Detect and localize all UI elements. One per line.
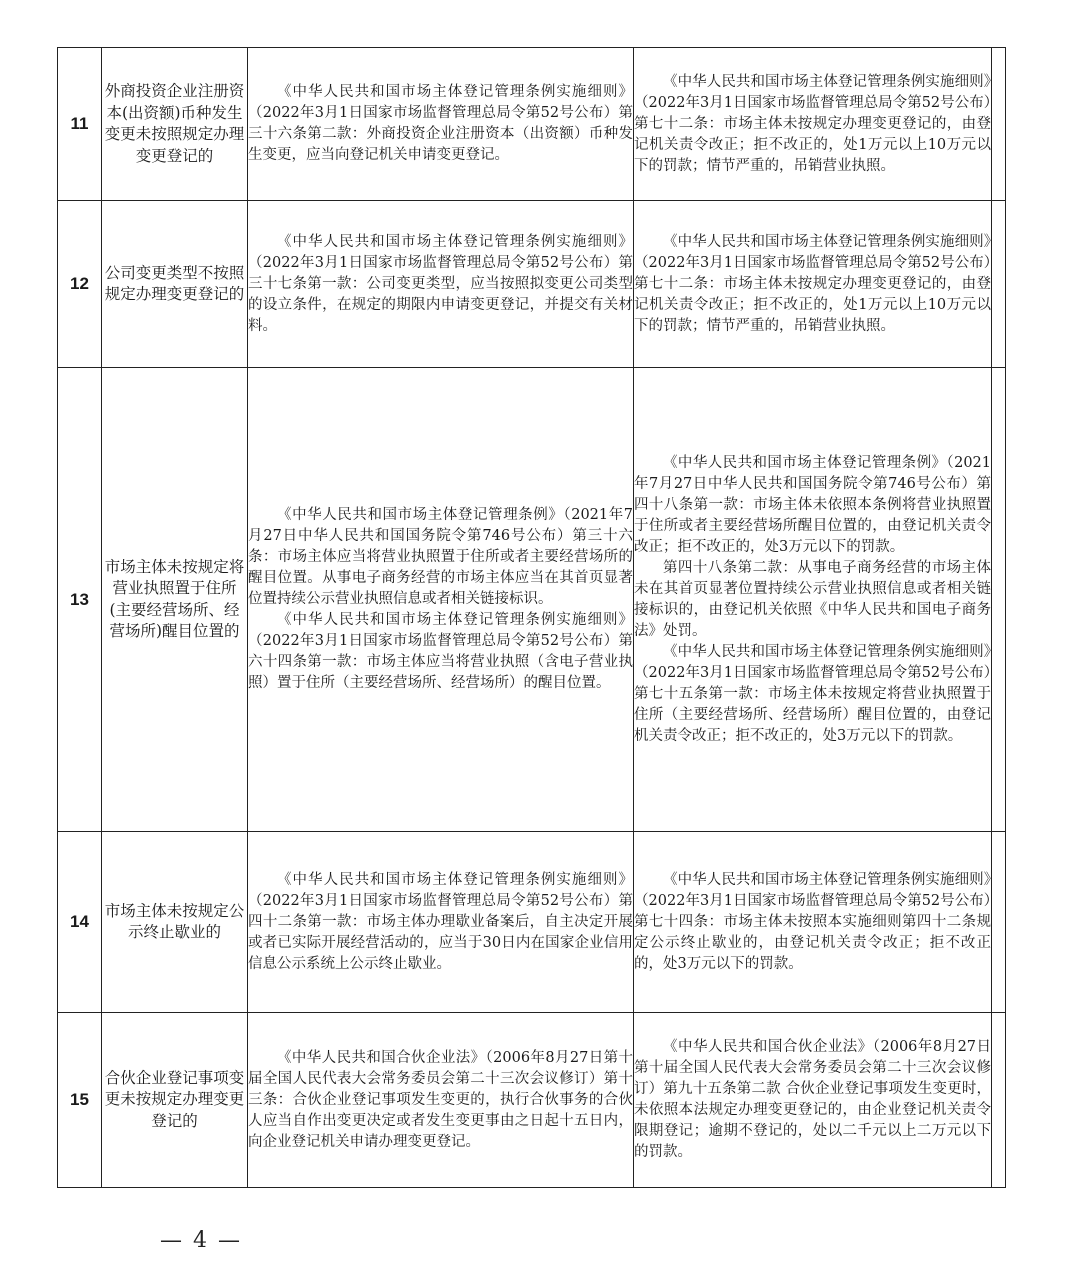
violation-item: 市场主体未按规定公示终止歇业的 <box>102 832 248 1013</box>
legal-basis <box>248 832 634 1013</box>
table-row <box>58 368 1006 832</box>
basis-paragraph: 《中华人民共和国市场主体登记管理条例实施细则》（2022年3月1日国家市场监督管理总局令第52号公布）第六十四条第一款：市场主体应当将营业执照（含电子营业执照）置于住所（主要经营场所、经营场所）的醒目位置。 <box>248 612 633 691</box>
basis-paragraph: 《中华人民共和国市场主体登记管理条例实施细则》（2022年3月1日国家市场监督管理总局令第52号公布）第三十六条第二款：外商投资企业注册资本（出资额）币种发生变更，应当向登记机关申请变更登记。 <box>248 84 633 163</box>
basis-paragraph: 《中华人民共和国市场主体登记管理条例实施细则》（2022年3月1日国家市场监督管理总局令第52号公布）第三十七条第一款：公司变更类型，应当按照拟变更公司类型的设立条件，在规定的期限内申请变更登记，并提交有关材料。 <box>248 233 633 334</box>
row-number: 12 <box>58 201 102 368</box>
table-row <box>58 832 1006 1013</box>
legal-basis <box>248 201 634 368</box>
violation-item: 合伙企业登记事项变更未按规定办理变更登记的 <box>102 1013 248 1188</box>
penalty-basis <box>634 201 992 368</box>
basis-paragraph: 《中华人民共和国市场主体登记管理条例实施细则》（2022年3月1日国家市场监督管理总局令第52号公布）第四十二条第一款：市场主体办理歇业备案后，自主决定开展或者已实际开展经营活动的，应当于30日内在国家企业信用信息公示系统上公示终止歇业。 <box>248 871 633 972</box>
penalty-basis <box>634 368 992 832</box>
empty-cell <box>992 1013 1006 1188</box>
penalty-basis <box>634 48 992 201</box>
violation-item: 公司变更类型不按照规定办理变更登记的 <box>102 201 248 368</box>
penalty-basis <box>634 1013 992 1188</box>
empty-cell <box>992 368 1006 832</box>
legal-basis <box>248 368 634 832</box>
penalty-paragraph: 《中华人民共和国市场主体登记管理条例实施细则》（2022年3月1日国家市场监督管理总局令第52号公布）第七十二条：市场主体未按规定办理变更登记的，由登记机关责令改正；拒不改正的，处1万元以上10万元以下的罚款；情节严重的，吊销营业执照。 <box>634 233 991 334</box>
page-number: — 4 — <box>160 1228 242 1253</box>
empty-cell <box>992 201 1006 368</box>
basis-paragraph: 《中华人民共和国市场主体登记管理条例》（2021年7月27日中华人民共和国国务院令第746号公布）第三十六条：市场主体应当将营业执照置于住所或者主要经营场所的醒目位置。从事电子商务经营的市场主体应当在其首页显著位置持续公示营业执照信息或者相关链接标识。 <box>248 507 633 607</box>
table-row <box>58 48 1006 201</box>
row-number: 15 <box>58 1013 102 1188</box>
empty-cell <box>992 832 1006 1013</box>
penalty-paragraph: 《中华人民共和国市场主体登记管理条例实施细则》（2022年3月1日国家市场监督管理总局令第52号公布）第七十五条第一款：市场主体未按规定将营业执照置于住所（主要经营场所、经营场所）醒目位置的，由登记机关责令改正；拒不改正的，处3万元以下的罚款。 <box>634 643 991 744</box>
table-row <box>58 201 1006 368</box>
legal-basis <box>248 48 634 201</box>
legal-basis <box>248 1013 634 1188</box>
penalty-paragraph: 《中华人民共和国合伙企业法》（2006年8月27日第十届全国人民代表大会常务委员会第二十三次会议修订）第九十五条第二款 合伙企业登记事项发生变更时，未依照本法规定办理变更登记的，由企业登记机关责令限期登记；逾期不登记的，处以二千元以上二万元以下的罚款。 <box>634 1039 991 1160</box>
table-row <box>58 1013 1006 1188</box>
row-number: 14 <box>58 832 102 1013</box>
penalty-paragraph: 第四十八条第二款：从事电子商务经营的市场主体未在其首页显著位置持续公示营业执照信息或者相关链接标识的，由登记机关依照《中华人民共和国电子商务法》处罚。 <box>634 559 991 639</box>
row-number: 13 <box>58 368 102 832</box>
violation-item: 外商投资企业注册资本(出资额)币种发生变更未按照规定办理变更登记的 <box>102 48 248 201</box>
penalty-basis <box>634 832 992 1013</box>
empty-cell <box>992 48 1006 201</box>
violation-item: 市场主体未按规定将营业执照置于住所(主要经营场所、经营场所)醒目位置的 <box>102 368 248 832</box>
penalty-paragraph: 《中华人民共和国市场主体登记管理条例》（2021年7月27日中华人民共和国国务院令第746号公布）第四十八条第一款：市场主体未依照本条例将营业执照置于住所或者主要经营场所醒目位置的，由登记机关责令改正；拒不改正的，处3万元以下的罚款。 <box>634 454 991 555</box>
regulation-table <box>57 47 1006 1188</box>
penalty-paragraph: 《中华人民共和国市场主体登记管理条例实施细则》（2022年3月1日国家市场监督管理总局令第52号公布）第七十四条：市场主体未按照本实施细则第四十二条规定公示终止歇业的，由登记机关责令改正；拒不改正的，处3万元以下的罚款。 <box>634 871 991 972</box>
penalty-paragraph: 《中华人民共和国市场主体登记管理条例实施细则》（2022年3月1日国家市场监督管理总局令第52号公布）第七十二条：市场主体未按规定办理变更登记的，由登记机关责令改正；拒不改正的，处1万元以上10万元以下的罚款；情节严重的，吊销营业执照。 <box>634 73 991 174</box>
row-number: 11 <box>58 48 102 201</box>
basis-paragraph: 《中华人民共和国合伙企业法》（2006年8月27日第十届全国人民代表大会常务委员会第二十三次会议修订）第十三条：合伙企业登记事项发生变更的，执行合伙事务的合伙人应当自作出变更决定或者发生变更事由之日起十五日内，向企业登记机关申请办理变更登记。 <box>248 1049 633 1150</box>
